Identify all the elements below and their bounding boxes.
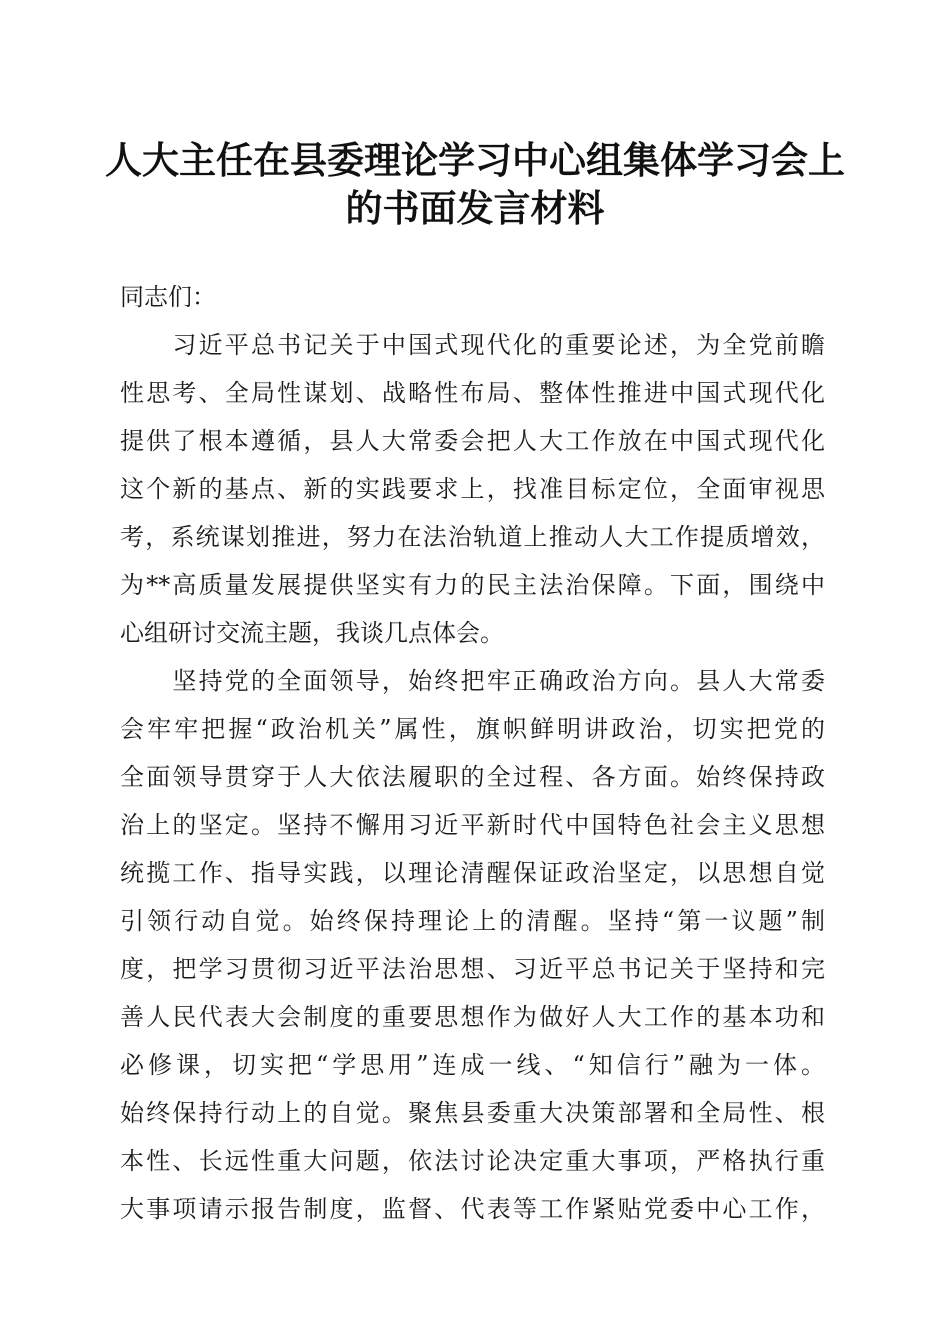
paragraph-2-line: 大事项请示报告制度，监督、代表等工作紧贴党委中心工作， bbox=[120, 1195, 825, 1223]
paragraph-1-line: 这个新的基点、新的实践要求上，找准目标定位，全面审视思 bbox=[120, 475, 825, 503]
paragraph-1-line: 为**高质量发展提供坚实有力的民主法治保障。下面，围绕中 bbox=[120, 571, 825, 599]
paragraph-2-line: 始终保持行动上的自觉。聚焦县委重大决策部署和全局性、根 bbox=[120, 1099, 825, 1127]
paragraph-2-line: 统揽工作、指导实践，以理论清醒保证政治坚定，以思想自觉 bbox=[120, 859, 825, 887]
paragraph-1-line: 性思考、全局性谋划、战略性布局、整体性推进中国式现代化 bbox=[120, 379, 825, 407]
document-title-line-2: 的书面发言材料 bbox=[345, 186, 605, 230]
paragraph-2-line: 善人民代表大会制度的重要思想作为做好人大工作的基本功和 bbox=[120, 1003, 825, 1031]
paragraph-1-line: 心组研讨交流主题，我谈几点体会。 bbox=[120, 619, 504, 647]
paragraph-2-line: 会牢牢把握“政治机关”属性，旗帜鲜明讲政治，切实把党的 bbox=[120, 715, 825, 743]
paragraph-1-line: 提供了根本遵循，县人大常委会把人大工作放在中国式现代化 bbox=[120, 427, 825, 455]
paragraph-2-line: 引领行动自觉。始终保持理论上的清醒。坚持“第一议题”制 bbox=[120, 907, 825, 935]
paragraph-2-line: 治上的坚定。坚持不懈用习近平新时代中国特色社会主义思想 bbox=[120, 811, 825, 839]
document-title-line-1: 人大主任在县委理论学习中心组集体学习会上 bbox=[105, 138, 845, 182]
salutation: 同志们： bbox=[120, 283, 216, 311]
paragraph-1-line: 考，系统谋划推进，努力在法治轨道上推动人大工作提质增效， bbox=[120, 523, 825, 551]
paragraph-2-line: 坚持党的全面领导，始终把牢正确政治方向。县人大常委 bbox=[120, 667, 825, 695]
paragraph-1-line: 习近平总书记关于中国式现代化的重要论述，为全党前瞻 bbox=[120, 331, 825, 359]
paragraph-2-line: 度，把学习贯彻习近平法治思想、习近平总书记关于坚持和完 bbox=[120, 955, 825, 983]
paragraph-2-line: 必修课，切实把“学思用”连成一线、“知信行”融为一体。 bbox=[120, 1051, 825, 1079]
paragraph-2-line: 全面领导贯穿于人大依法履职的全过程、各方面。始终保持政 bbox=[120, 763, 825, 791]
paragraph-2-line: 本性、长远性重大问题，依法讨论决定重大事项，严格执行重 bbox=[120, 1147, 825, 1175]
